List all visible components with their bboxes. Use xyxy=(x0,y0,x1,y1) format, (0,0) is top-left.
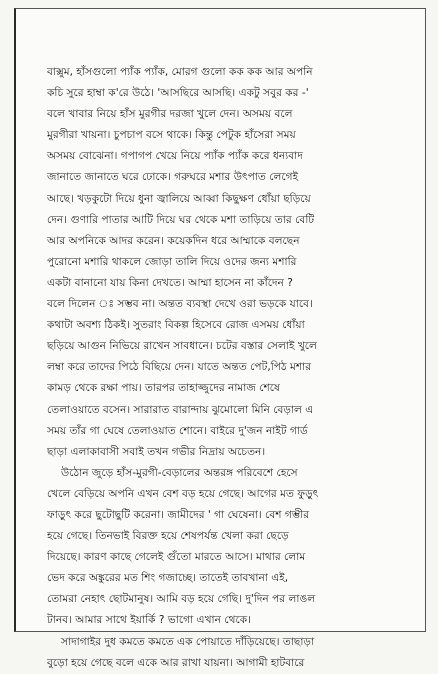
text-line: তোমরা নেহাৎ ছোটমানুষ। আমি বড় হয়ে গেছি। দু'দিন পর লাঙল xyxy=(47,593,316,606)
text-line: ভেদ করে অঙ্কুরের মত শিং গজাচ্ছে। তাতেই তাবখানা এই, xyxy=(47,572,289,585)
text-line: আর অপনিকে আদর করেন। কয়েকদিন ধরে আম্মাকে বলছেন xyxy=(47,234,300,247)
text-line: দেন। গুণারি পাতার আটি দিয়ে ঘর থেকে মশা তাড়িয়ে তার বেটি xyxy=(47,213,315,226)
text-line: ফাড়ুৎ করে ছুটোছুটি করেনা। জামীদের ' গা ঘেষেনা। বেশ গম্ভীর xyxy=(47,508,310,521)
text-line: মুরগীরা খায়না। চুপচাপ বসে থাকে। কিন্তু পেটুক হাঁসেরা সময় xyxy=(47,129,296,142)
text-line: আছে। খড়কুটো দিয়ে ধুনা জ্বালিয়ে আব্বা কিছুক্ষণ ধোঁয়া ছড়িয়ে xyxy=(47,192,311,205)
text-line: জানাতে জানাতে ঘরে ঢোকে। গরুঘরে মশার উৎপাত লেগেই xyxy=(47,171,299,184)
text-line: সাদাগাইর দুধ কমতে কমতে এক পোয়াতে দাঁড়িয়েছে। তাছাড়া xyxy=(61,635,315,648)
text-line: পুরোনো মশারি থাকলে জোড়া তালি দিয়ে ওদের জন্য মশারি xyxy=(47,255,297,268)
text-line: অসময় বোঝেনা। গপাগপ খেয়ে নিয়ে প্যাঁক প্যাঁক করে ধন্যবাদ xyxy=(47,150,303,163)
text-line: কামড় থেকে রক্ষা পায়। তারপর তাহাজ্জুদের নামাজ শেষে xyxy=(47,382,280,395)
text-line: উঠোন জুড়ে হাঁস-মুরগী-বেড়ালের অন্তরঙ্গ পরিবেশে হেসে xyxy=(61,466,298,479)
text-line: হয়ে গেছে। তিনভাই বিরক্ত হয়ে শেষপর্যন্ত খেলা করা ছেড়ে xyxy=(47,530,289,543)
text-line: দিয়েছে। কারণ কাছে গেলেই গুঁতো মারতে আসে। মাথার লোম xyxy=(47,551,306,564)
text-line: কচি সুরে হাম্বা ক'রে উঠে। 'আসছিরে আসছি। একটু সবুর কর -' xyxy=(47,87,309,100)
text-line: লম্বা করে তাদের পিঠে বিছিয়ে দেন। যাতে অন্তত পেট,পিঠ মশার xyxy=(47,361,312,374)
text-line: টানব। আমার সাথে ইয়ার্কি ? ভাগো এখান থেকে। xyxy=(47,614,251,627)
text-line: তেলাওয়াতে বসেন। সারারাত বারান্দায় ঝুমোলো মিনি বেড়াল এ xyxy=(47,403,314,416)
text-line: খেলে বেড়িয়ে অপনি এখন বেশ বড় হয়ে গেছে। আগের মত ফুড়ুৎ xyxy=(47,487,319,500)
document-body xyxy=(47,62,407,674)
text-line: একটা বানানো যায় কিনা দেখতে। আম্মা হাসেন না কাঁদেন ? xyxy=(47,276,293,289)
text-line: কথাটা অবশ্য ঠিকই। সুতরাং বিকল্প হিসেবে রোজ এসময় ধোঁয়া xyxy=(47,319,305,332)
text-line: বাক্সুম, হাঁসগুলো প্যাঁক প্যাঁক, মোরগ গুলো কক কক আর অপনি xyxy=(47,66,313,78)
text-line: বুড়ো হয়ে গেছে বলে একে আর রাখা যায়না। আগামী হাটবারে xyxy=(47,656,305,669)
text-line: সময় তাঁর গা ঘেষে তেলাওয়াত শোনে। বাইরে দু'জন নাইট গার্ড xyxy=(47,424,308,437)
text-line: ছড়িয়ে আগুন নিভিয়ে রাখেন সাবধানে। চটের বস্তার সেলাই খুলে xyxy=(47,340,317,353)
text-line: ছাড়া এলাকাবাসী সবাই তখন গভীর নিদ্রায় অচেতন। xyxy=(47,445,266,458)
text-line: বলে খাবার নিয়ে হাঁস মুরগীর দরজা খুলে দেন। অসময় বলে xyxy=(47,108,293,121)
text-line: বলে দিলেন ঃ সম্ভব না। অন্তত ব্যবস্থা দেখে ওরা ভড়কে যাবে। xyxy=(47,298,313,311)
